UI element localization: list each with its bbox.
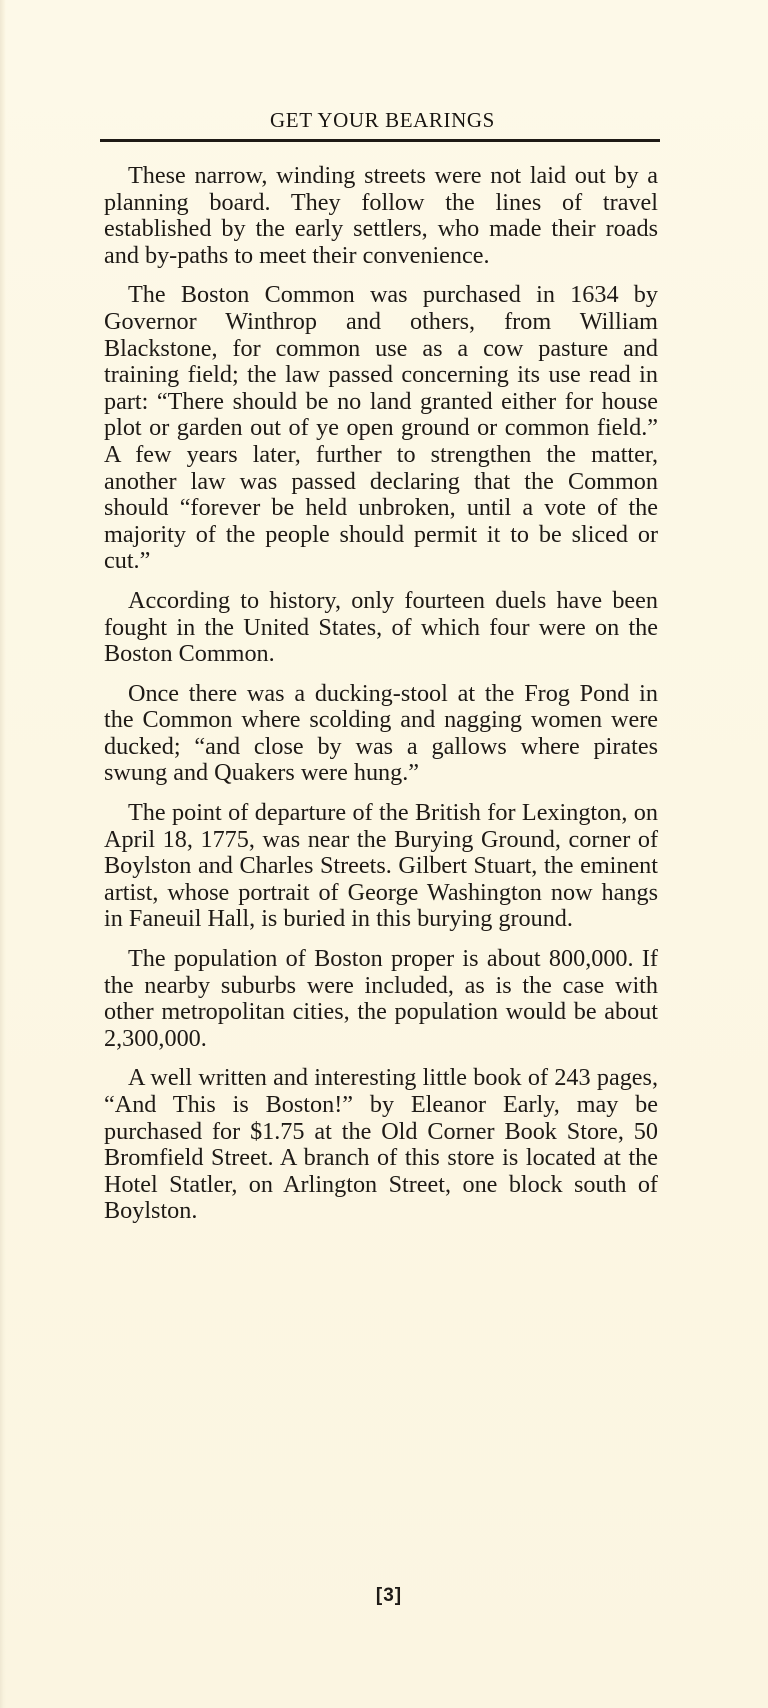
- paragraph-population: The population of Boston proper is about 800,000. If the nearby suburbs were included, as is the case with other metropolitan cities, the population would be about 2,300,000.: [104, 945, 658, 1052]
- body-text: [104, 163, 658, 1238]
- paragraph-ducking-stool: Once there was a ducking-stool at the Frog Pond in the Common where scolding and nagging women were ducked; “and close by was a gallows where pirates swung and Quakers were hung.”: [104, 679, 658, 787]
- paragraph-boston-common: The Boston Common was purchased in 1634 by Governor Winthrop and others, from William Blackstone, for common use as a cow pasture and training field; the law passed concerning its use read in part: “There should be no land granted either for house plot or garden out of ye open ground or common field.” A few years later, further to strengthen the matter, another law was passed declaring that the Common should “forever be held unbroken, until a vote of the majority of the people should permit it to be sliced or cut.”: [104, 281, 658, 575]
- running-head: GET YOUR BEARINGS: [270, 108, 495, 132]
- paragraph-british-departure: The point of departure of the British for Lexington, on April 18, 1775, was near the Burying Ground, corner of Boylston and Charles Streets. Gilbert Stuart, the eminent artist, whose portrait of George Washington now hangs in Faneuil Hall, is buried in this burying ground.: [104, 799, 658, 933]
- paragraph-book-recommendation: A well written and interesting little book of 243 pages, “And This is Boston!” by Eleanor Early, may be purchased for $1.75 at the Old Corner Book Store, 50 Bromfield Street. A branch of this store is located at the Hotel Statler, on Arlington Street, one block south of Boylston.: [104, 1064, 658, 1225]
- paragraph-duels: According to history, only fourteen duels have been fought in the United States, of which four were on the Boston Common.: [104, 586, 658, 668]
- header-rule: [100, 139, 660, 142]
- page-number: [3]: [375, 1585, 403, 1606]
- paragraph-streets: These narrow, winding streets were not laid out by a planning board. They follow the lines of travel established by the early settlers, who made their roads and by-paths to meet their convenience.: [104, 162, 658, 269]
- page-binding-edge: [0, 0, 6, 1708]
